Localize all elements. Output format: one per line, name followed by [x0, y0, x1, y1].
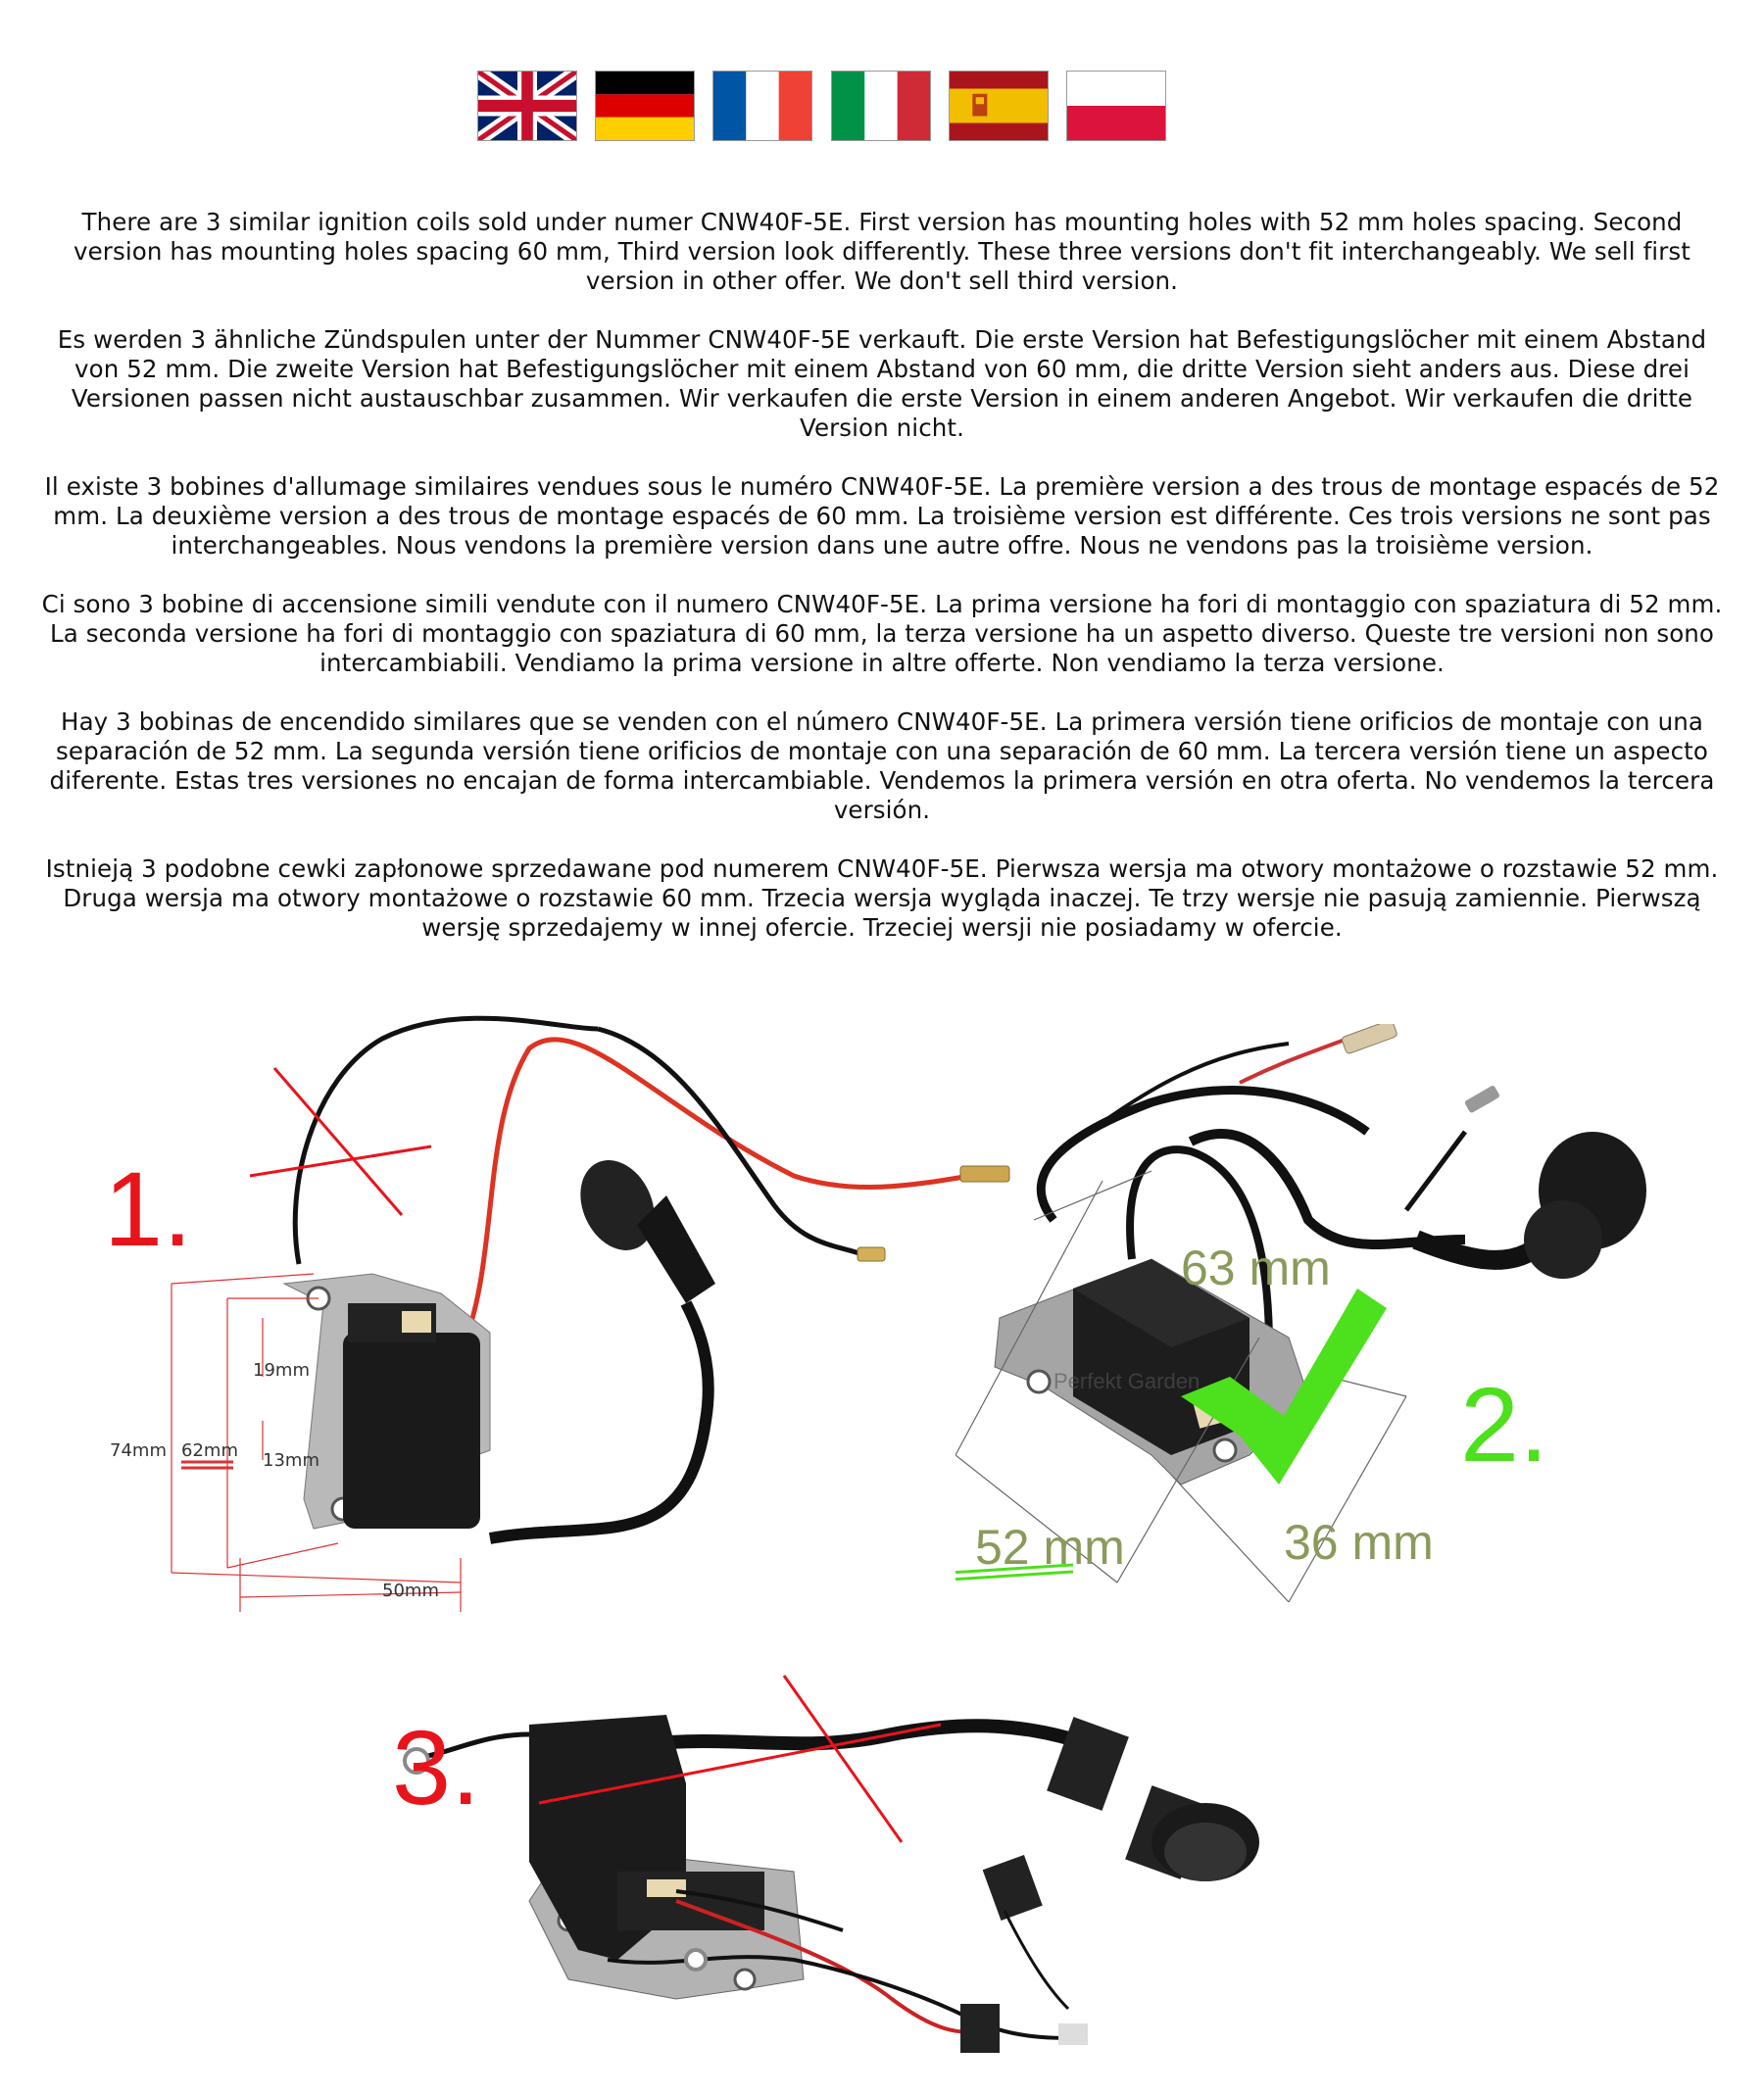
dim-50mm-label: 50mm — [382, 1581, 439, 1601]
version-2-number: 2. — [1460, 1365, 1549, 1484]
flag-spain-icon[interactable] — [949, 71, 1049, 141]
flag-poland-icon[interactable] — [1066, 71, 1166, 141]
paragraph-english: There are 3 similar ignition coils sold under numer CNW40F-5E. First version has mounting holes with 52 mm holes spacing. Second version has mounting holes spacing 60 mm, Third version look differently. These three versions don't fit interchangeably. We sell first version in other offer. We don't sell third version. — [74, 208, 1690, 295]
dim-63mm-label: 63 mm — [1181, 1241, 1331, 1295]
flag-uk-icon[interactable] — [477, 71, 577, 141]
dim-62mm-label: 62mm — [181, 1440, 238, 1461]
watermark-text: Perfekt Garden — [1054, 1369, 1200, 1393]
version-3-number: 3. — [392, 1708, 481, 1826]
dim-52mm-label: 52 mm — [975, 1520, 1125, 1575]
dim-13mm-label: 13mm — [263, 1450, 319, 1471]
paragraph-german: Es werden 3 ähnliche Zündspulen unter der Nummer CNW40F-5E verkauft. Die erste Version hat Befestigungslöcher mit einem Abstand von 52 mm. Die zweite Version hat Befestigungslöcher mit einem Abstand von 60 mm, die dritte Version sieht anders aus. Diese drei Versionen passen nicht austauschbar zusammen. Wir verkaufen die erste Version in einem anderen Angebot. Wir verkaufen die dritte Version nicht. — [57, 325, 1707, 442]
flag-france-icon[interactable] — [712, 71, 812, 141]
coil-photo-version-3 — [382, 1666, 1264, 2077]
paragraph-italian: Ci sono 3 bobine di accensione simili vendute con il numero CNW40F-5E. La prima versione ha fori di montaggio con spaziatura di 52 mm. La seconda versione ha fori di montaggio con spaziatura di 60 mm, la terza versione ha un aspetto diverso. Queste tre versioni non sono intercambiabili. Vendiamo la prima versione in altre offerte. Non vendiamo la terza versione. — [41, 590, 1723, 677]
version-1-number: 1. — [104, 1149, 193, 1268]
paragraph-spanish: Hay 3 bobinas de encendido similares que se venden con el número CNW40F-5E. La primera versión tiene orificios de montaje con una separación de 52 mm. La segunda versión tiene orificios de montaje con una separación de 60 mm. La tercera versión tiene un aspecto diferente. Estas tres versiones no encajan de forma intercambiable. Vendemos la primera versión en otra oferta. No vendemos la tercera versión. — [49, 707, 1715, 824]
language-flags — [477, 71, 1168, 143]
paragraph-french: Il existe 3 bobines d'allumage similaires vendues sous le numéro CNW40F-5E. La première version a des trous de montage espacés de 52 mm. La deuxième version a des trous de montage espacés de 60 mm. La troisième version est différente. Ces trois versions ne sont pas interchangeables. Nous vendons la première version dans une autre offre. Nous ne vendons pas la troisième version. — [44, 472, 1720, 560]
dim-19mm-label: 19mm — [253, 1360, 310, 1381]
paragraph-polish: Istnieją 3 podobne cewki zapłonowe sprzedawane pod numerem CNW40F-5E. Pierwsza wersja ma otwory montażowe o rozstawie 52 mm. Druga wersja ma otwory montażowe o rozstawie 60 mm. Trzecia wersja wygląda inaczej. Te trzy wersje nie pasują zamiennie. Pierwszą wersję sprzedajemy w innej ofercie. Trzeciej wersji nie posiadamy w ofercie. — [45, 854, 1719, 942]
flag-italy-icon[interactable] — [831, 71, 931, 141]
description-text — [39, 208, 1725, 972]
coil-photo-version-2 — [956, 1024, 1725, 1612]
flag-germany-icon[interactable] — [595, 71, 695, 141]
coil-3-illustration — [382, 1666, 1264, 2077]
dim-74mm-label: 74mm — [110, 1440, 167, 1461]
coil-photo-version-1 — [88, 1009, 1029, 1617]
dim-36mm-label: 36 mm — [1284, 1515, 1434, 1570]
coil-1-illustration — [88, 1009, 1029, 1617]
